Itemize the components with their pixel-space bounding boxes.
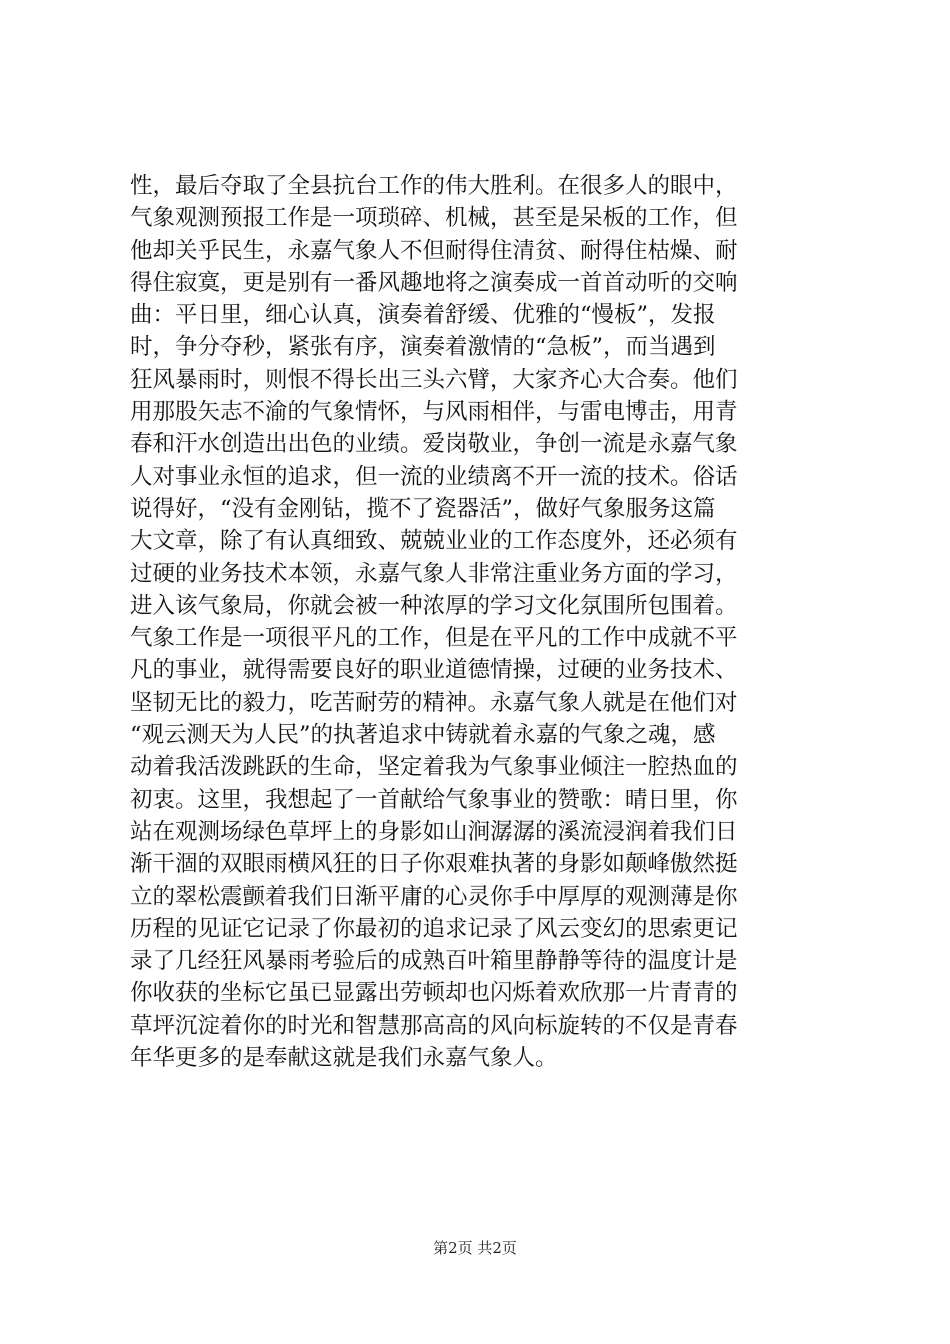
text-line: 他却关乎民生，永嘉气象人不但耐得住清贫、耐得住枯燥、耐 — [130, 237, 738, 264]
text-line: 过硬的业务技术本领，永嘉气象人非常注重业务方面的学习， — [130, 560, 738, 587]
text-line: 大文章，除了有认真细致、兢兢业业的工作态度外，还必须有 — [130, 528, 738, 555]
text-line: 曲：平日里，细心认真，演奏着舒缓、优雅的“慢板”，发报 — [130, 302, 716, 329]
body-paragraph — [130, 170, 830, 1074]
text-line: 凡的事业，就得需要良好的职业道德情操，过硬的业务技术、 — [130, 657, 738, 684]
text-line: 历程的见证它记录了你最初的追求记录了风云变幻的思索更记 — [130, 915, 738, 942]
text-line: 气象观测预报工作是一项琐碎、机械，甚至是呆板的工作，但 — [130, 205, 738, 232]
text-line: 你收获的坐标它虽已显露出劳顿却也闪烁着欢欣那一片青青的 — [130, 980, 738, 1007]
text-line: 狂风暴雨时，则恨不得长出三头六臂，大家齐心大合奏。他们 — [130, 366, 738, 393]
text-line: 动着我活泼跳跃的生命，坚定着我为气象事业倾注一腔热血的 — [130, 754, 738, 781]
text-line: 春和汗水创造出出色的业绩。爱岗敬业，争创一流是永嘉气象 — [130, 431, 738, 458]
text-line: 坚韧无比的毅力，吃苦耐劳的精神。永嘉气象人就是在他们对 — [130, 689, 738, 716]
text-line: 初衷。这里，我想起了一首献给气象事业的赞歌：晴日里，你 — [130, 786, 738, 813]
text-line: 时，争分夺秒，紧张有序，演奏着激情的“急板”，而当遇到 — [130, 334, 716, 361]
text-line: 得住寂寞，更是别有一番风趣地将之演奏成一首首动听的交响 — [130, 269, 738, 296]
text-line: 站在观测场绿色草坪上的身影如山涧潺潺的溪流浸润着我们日 — [130, 818, 738, 845]
text-line: 录了几经狂风暴雨考验后的成熟百叶箱里静静等待的温度计是 — [130, 948, 738, 975]
text-line: 立的翠松震颤着我们日渐平庸的心灵你手中厚厚的观测薄是你 — [130, 883, 738, 910]
text-line: 用那股矢志不渝的气象情怀，与风雨相伴，与雷电博击，用青 — [130, 399, 738, 426]
text-line: 进入该气象局，你就会被一种浓厚的学习文化氛围所包围着。 — [130, 592, 738, 619]
text-line: 年华更多的是奉献这就是我们永嘉气象人。 — [130, 1045, 558, 1072]
text-line: 说得好，“没有金刚钻，揽不了瓷器活”，做好气象服务这篇 — [130, 495, 716, 522]
text-line: 人对事业永恒的追求，但一流的业绩离不开一流的技术。俗话 — [130, 463, 738, 490]
text-line: 草坪沉淀着你的时光和智慧那高高的风向标旋转的不仅是青春 — [130, 1012, 738, 1039]
text-line: 气象工作是一项很平凡的工作，但是在平凡的工作中成就不平 — [130, 625, 738, 652]
text-line: 性，最后夺取了全县抗台工作的伟大胜利。在很多人的眼中， — [130, 173, 738, 199]
text-line: 渐干涸的双眼雨横风狂的日子你艰难执著的身影如颠峰傲然挺 — [130, 851, 738, 878]
text-line: “观云测天为人民”的执著追求中铸就着永嘉的气象之魂，感 — [130, 722, 716, 749]
page-number-footer: 第2页 共2页 — [433, 1239, 517, 1257]
